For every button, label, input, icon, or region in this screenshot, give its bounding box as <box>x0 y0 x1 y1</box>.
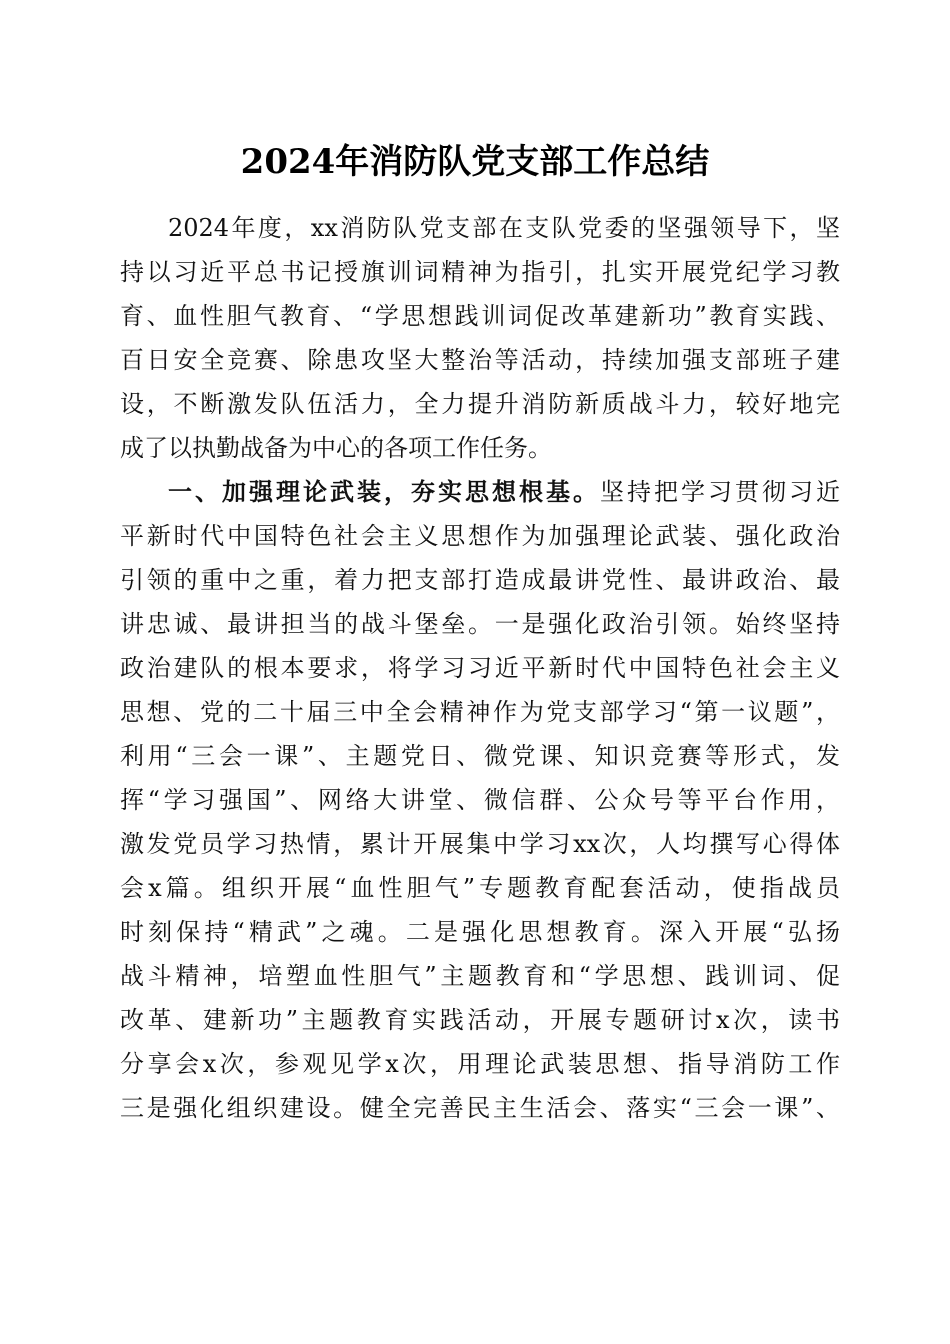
section-1-line-11: 时刻保持“精武”之魂。二是强化思想教育。深入开展“弘扬 <box>120 918 840 946</box>
section-1-line-9: 激发党员学习热情，累计开展集中学习xx次，人均撰写心得体 <box>120 830 840 858</box>
paragraph-1-line-3: 育、血性胆气教育、“学思想践训词促改革建新功”教育实践、 <box>120 302 840 330</box>
section-1-line-13: 改革、建新功”主题教育实践活动，开展专题研讨x次，读书 <box>120 1006 840 1034</box>
document-title: 2024年消防队党支部工作总结 <box>240 142 710 182</box>
paragraph-1-line-4: 百日安全竞赛、除患攻坚大整治等活动，持续加强支部班子建 <box>120 346 840 374</box>
section-1-line-7: 利用“三会一课”、主题党日、微党课、知识竞赛等形式，发 <box>120 742 840 770</box>
section-1-line-2: 平新时代中国特色社会主义思想作为加强理论武装、强化政治 <box>120 522 840 550</box>
section-1-line-15: 三是强化组织建设。健全完善民主生活会、落实“三会一课”、 <box>120 1094 840 1122</box>
section-1-first-line <box>120 470 840 514</box>
section-1-heading: 一、加强理论武装，夯实思想根基。 <box>168 478 600 506</box>
paragraph-1-line-5: 设，不断激发队伍活力，全力提升消防新质战斗力，较好地完 <box>120 390 840 418</box>
section-1-first-line-text: 坚持把学习贯彻习近 <box>600 478 840 506</box>
section-1-line-14: 分享会x次，参观见学x次，用理论武装思想、指导消防工作 <box>120 1050 840 1078</box>
section-1-line-3: 引领的重中之重，着力把支部打造成最讲党性、最讲政治、最 <box>120 566 840 594</box>
section-1-line-12: 战斗精神，培塑血性胆气”主题教育和“学思想、践训词、促 <box>120 962 840 990</box>
section-1-line-8: 挥“学习强国”、网络大讲堂、微信群、公众号等平台作用， <box>120 786 840 814</box>
section-1-line-6: 思想、党的二十届三中全会精神作为党支部学习“第一议题”， <box>120 698 840 726</box>
section-1-line-5: 政治建队的根本要求，将学习习近平新时代中国特色社会主义 <box>120 654 840 682</box>
paragraph-1-line-6: 成了以执勤战备为中心的各项工作任务。 <box>120 434 552 462</box>
section-1-line-10: 会x篇。组织开展“血性胆气”专题教育配套活动，使指战员 <box>120 874 840 902</box>
document-body <box>120 206 840 1130</box>
paragraph-1-line-2: 持以习近平总书记授旗训词精神为指引，扎实开展党纪学习教 <box>120 258 840 286</box>
paragraph-1-line-1: 2024年度，xx消防队党支部在支队党委的坚强领导下，坚 <box>168 214 840 242</box>
section-1-line-4: 讲忠诚、最讲担当的战斗堡垒。一是强化政治引领。始终坚持 <box>120 610 840 638</box>
